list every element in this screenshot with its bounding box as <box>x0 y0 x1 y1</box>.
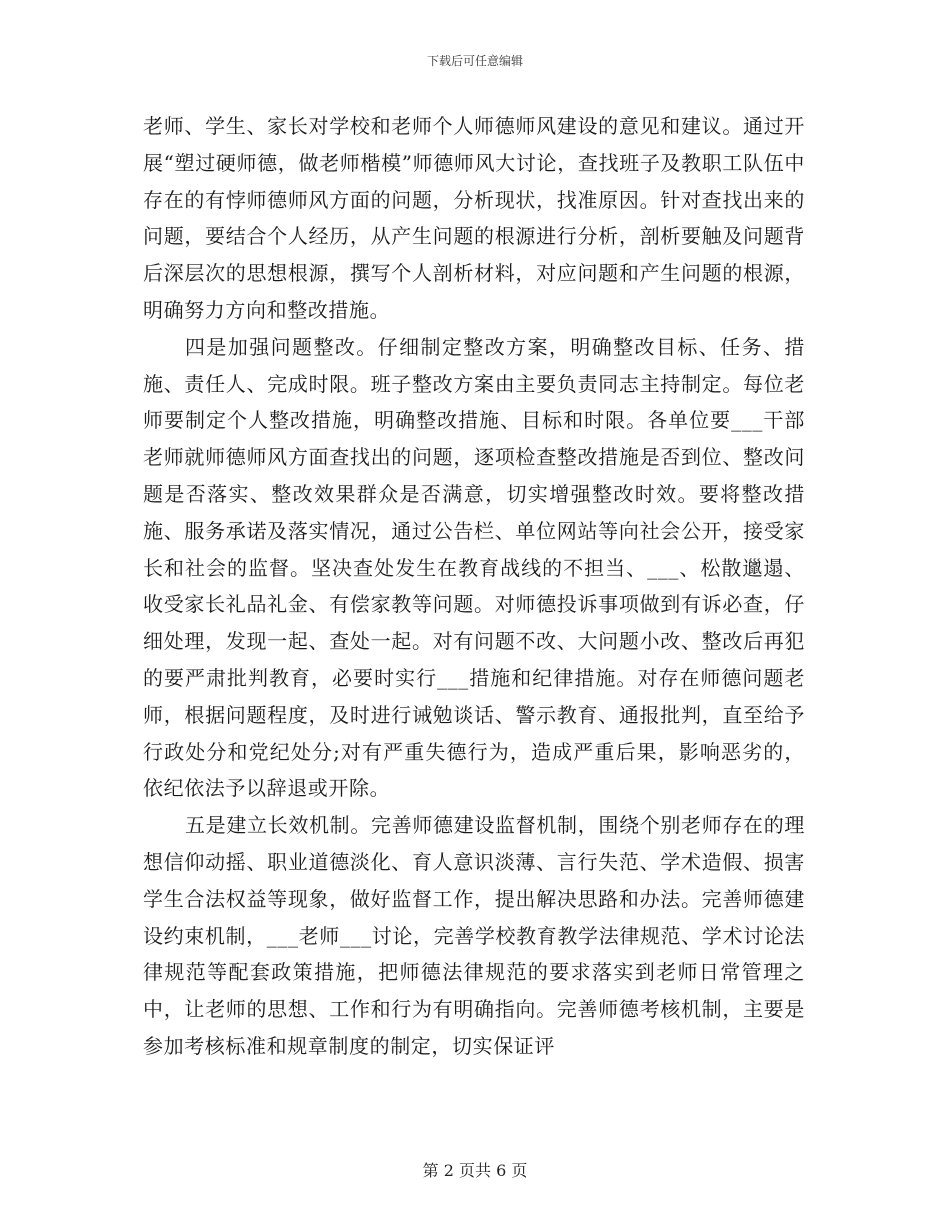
page-number: 第 2 页共 6 页 <box>422 1161 528 1180</box>
paragraph-long-term-mechanism: 五是建立长效机制。完善师德建设监督机制，围绕个别老师存在的理想信仰动摇、职业道德淡化、育人意识淡薄、言行失范、学术造假、损害学生合法权益等现象，做好监督工作，提出解决思路和办法。完善师德建设约束机制，___老师___讨论，完善学校教育教学法律规范、学术讨论法律规范等配套政策措施，把师德法律规范的要求落实到老师日常管理之中，让老师的思想、工作和行为有明确指向。完善师德考核机制，主要是参加考核标准和规章制度的制定，切实保证评 <box>143 813 805 1058</box>
page-header: 下载后可任意编辑 <box>426 54 523 68</box>
paragraph-continued: 老师、学生、家长对学校和老师个人师德师风建设的意见和建议。通过开展“塑过硬师德，做老师楷模”师德师风大讨论，查找班子及教职工队伍中存在的有悖师德师风方面的问题，分析现状，找准原因。针对查找出来的问题，要结合个人经历，从产生问题的根源进行分析，剖析要触及问题背后深层次的思想根源，撰写个人剖析材料，对应问题和产生问题的根源，明确努力方向和整改措施。 <box>143 114 805 322</box>
document-body <box>143 108 805 1065</box>
paragraph-rectification: 四是加强问题整改。仔细制定整改方案，明确整改目标、任务、措施、责任人、完成时限。班子整改方案由主要负责同志主持制定。每位老师要制定个人整改措施，明确整改措施、目标和时限。各单位要___干部老师就师德师风方面查找出的问题，逐项检查整改措施是否到位、整改问题是否落实、整改效果群众是否满意，切实增强整改时效。要将整改措施、服务承诺及落实情况，通过公告栏、单位网站等向社会公开，接受家长和社会的监督。坚决查处发生在教育战线的不担当、___、松散邋遢、收受家长礼品礼金、有偿家教等问题。对师德投诉事项做到有诉必查，仔细处理，发现一起、查处一起。对有问题不改、大问题小改、整改后再犯的要严肃批判教育，必要时实行___措施和纪律措施。对存在师德问题老师，根据问题程度，及时进行诫勉谈话、警示教育、通报批判，直至给予行政处分和党纪处分;对有严重失德行为，造成严重后果，影响恶劣的，依纪依法予以辞退或开除。 <box>143 334 805 801</box>
